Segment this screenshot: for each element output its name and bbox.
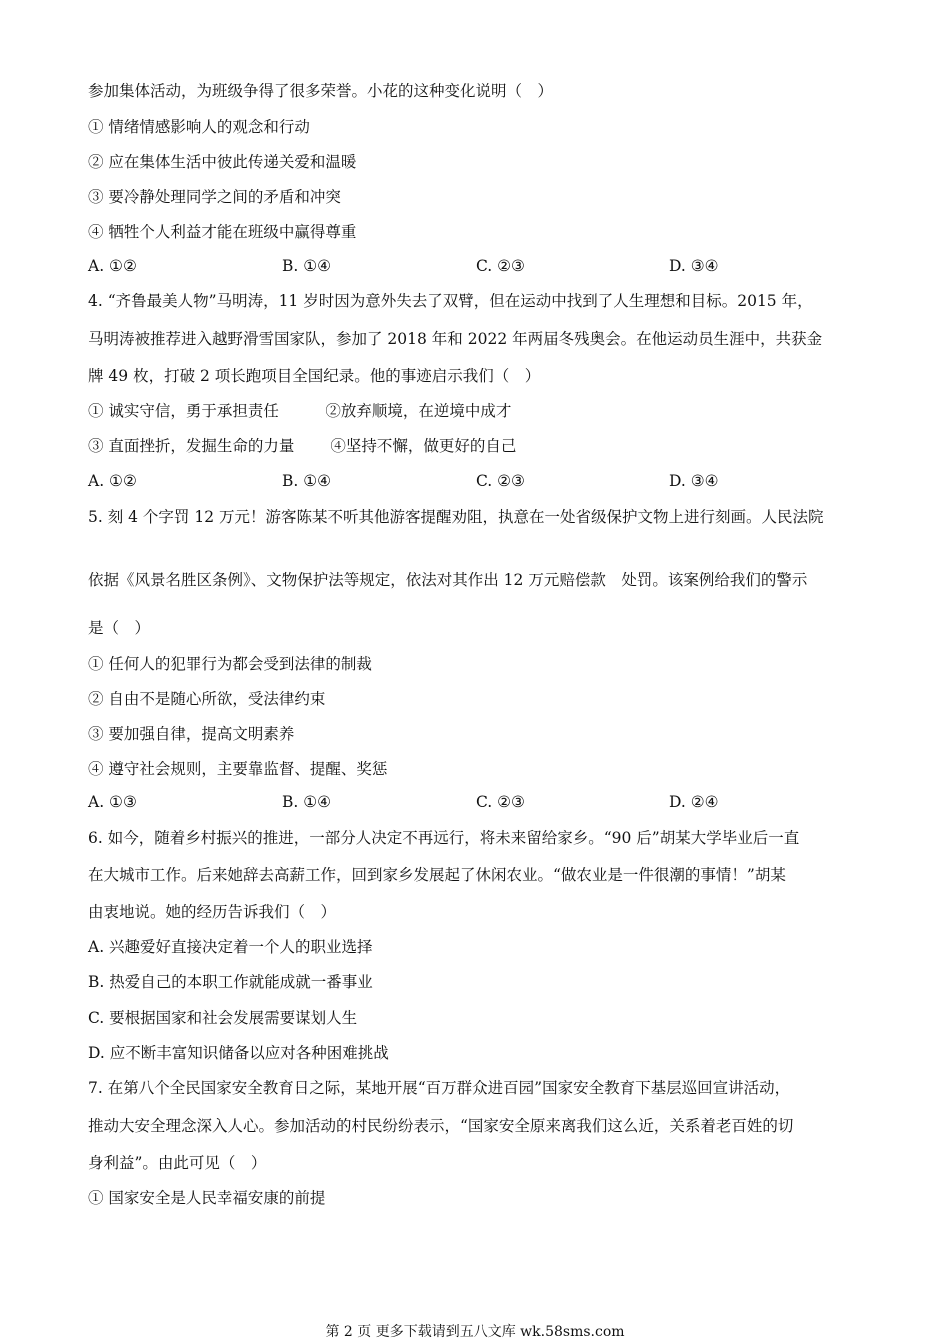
q5-stem-line-2: 依据《风景名胜区条例》、文物保护法等规定，依法对其作出 12 万元赔偿款 处罚。该案例给我们的警示 bbox=[88, 571, 808, 589]
q5-stem-line-3: 是（ ） bbox=[88, 619, 151, 637]
q5-option-a: A. ①③ bbox=[88, 793, 137, 811]
q5-option-d: D. ②④ bbox=[669, 793, 719, 811]
q5-option-b: B. ①④ bbox=[282, 793, 332, 811]
q6-stem-line-2: 在大城市工作。后来她辞去高薪工作，回到家乡发展起了休闲农业。“做农业是一件很潮的事情！”胡某 bbox=[88, 866, 786, 884]
q6-option-c: C. 要根据国家和社会发展需要谋划人生 bbox=[88, 1009, 358, 1027]
page-footer: 第 2 页 更多下载请到五八文库 wk.58sms.com bbox=[325, 1324, 625, 1340]
q3-option-b: B. ①④ bbox=[282, 257, 332, 275]
q4-item-row-1: ① 诚实守信，勇于承担责任 ②放弃顺境，在逆境中成才 bbox=[88, 402, 512, 420]
q7-stem-line-1: 7. 在第八个全民国家安全教育日之际，某地开展“百万群众进百园”国家安全教育下基层巡回宣讲活动， bbox=[88, 1079, 791, 1097]
q6-option-b: B. 热爱自己的本职工作就能成就一番事业 bbox=[88, 973, 373, 991]
q5-option-c: C. ②③ bbox=[476, 793, 525, 811]
q3-item-1: ① 情绪情感影响人的观念和行动 bbox=[88, 118, 310, 136]
q4-option-b: B. ①④ bbox=[282, 472, 332, 490]
q4-item-row-2: ③ 直面挫折，发掘生命的力量 ④坚持不懈，做更好的自己 bbox=[88, 437, 517, 455]
q4-stem-line-3: 牌 49 枚，打破 2 项长跑项目全国纪录。他的事迹启示我们（ ） bbox=[88, 367, 541, 385]
q3-option-c: C. ②③ bbox=[476, 257, 525, 275]
q3-stem: 参加集体活动，为班级争得了很多荣誉。小花的这种变化说明（ ） bbox=[88, 82, 554, 100]
q7-item-1: ① 国家安全是人民幸福安康的前提 bbox=[88, 1189, 326, 1207]
q5-item-1: ① 任何人的犯罪行为都会受到法律的制裁 bbox=[88, 655, 372, 673]
q4-stem-line-2: 马明涛被推荐进入越野滑雪国家队，参加了 2018 年和 2022 年两届冬残奥会。在他运动员生涯中，共获金 bbox=[88, 330, 823, 348]
q6-stem-line-1: 6. 如今，随着乡村振兴的推进，一部分人决定不再远行，将未来留给家乡。“90 后”胡某大学毕业后一直 bbox=[88, 829, 800, 847]
q3-option-a: A. ①② bbox=[88, 257, 137, 275]
q6-option-a: A. 兴趣爱好直接决定着一个人的职业选择 bbox=[88, 938, 373, 956]
q3-item-2: ② 应在集体生活中彼此传递关爱和温暖 bbox=[88, 153, 357, 171]
q5-stem-line-1: 5. 刻 4 个字罚 12 万元！游客陈某不听其他游客提醒劝阻，执意在一处省级保护文物上进行刻画。人民法院 bbox=[88, 508, 824, 526]
q3-item-4: ④ 牺牲个人利益才能在班级中赢得尊重 bbox=[88, 223, 357, 241]
q5-item-3: ③ 要加强自律，提高文明素养 bbox=[88, 725, 295, 743]
q3-item-3: ③ 要冷静处理同学之间的矛盾和冲突 bbox=[88, 188, 341, 206]
q7-stem-line-3: 身利益”。由此可见（ ） bbox=[88, 1154, 267, 1172]
q5-item-2: ② 自由不是随心所欲，受法律约束 bbox=[88, 690, 326, 708]
q4-option-d: D. ③④ bbox=[669, 472, 719, 490]
q6-stem-line-3: 由衷地说。她的经历告诉我们（ ） bbox=[88, 903, 337, 921]
q6-option-d: D. 应不断丰富知识储备以应对各种困难挑战 bbox=[88, 1044, 389, 1062]
q7-stem-line-2: 推动大安全理念深入人心。参加活动的村民纷纷表示，“国家安全原来离我们这么近，关系着老百姓的切 bbox=[88, 1117, 794, 1135]
q5-item-4: ④ 遵守社会规则，主要靠监督、提醒、奖惩 bbox=[88, 760, 388, 778]
q4-option-c: C. ②③ bbox=[476, 472, 525, 490]
q4-stem-line-1: 4. “齐鲁最美人物”马明涛，11 岁时因为意外失去了双臂，但在运动中找到了人生理想和目标。2015 年， bbox=[88, 292, 813, 310]
q4-option-a: A. ①② bbox=[88, 472, 137, 490]
q3-option-d: D. ③④ bbox=[669, 257, 719, 275]
